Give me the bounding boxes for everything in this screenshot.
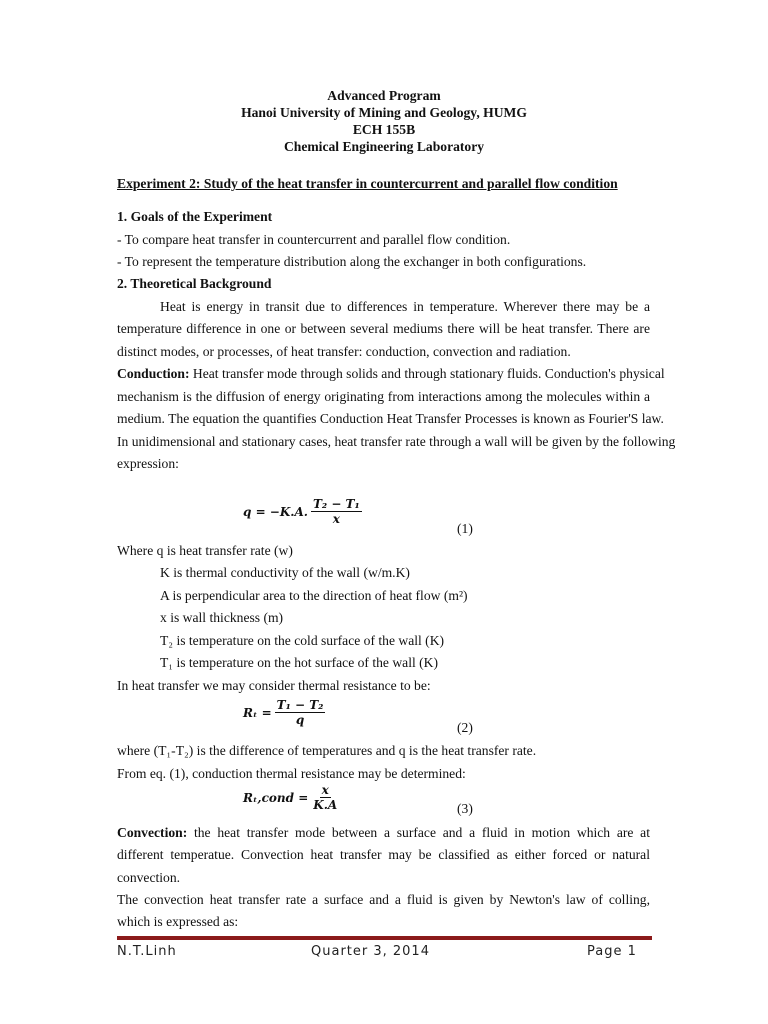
conduction-label: Conduction: xyxy=(117,366,190,381)
conduction-text: Heat transfer mode through solids and through stationary fluids. Conduction's physical xyxy=(189,366,665,381)
goal-item: - To represent the temperature distribution along the exchanger in both configurations. xyxy=(117,254,587,269)
program-name: Advanced Program xyxy=(327,88,441,103)
equation-2-number: (2) xyxy=(457,720,473,735)
equation-2-lhs: Rₜ = xyxy=(243,705,272,720)
conduction-paragraph-line: expression: xyxy=(117,456,179,471)
newton-paragraph-line: The convection heat transfer rate a surface and a fluid is given by Newton's law of colling, xyxy=(117,892,650,907)
convection-label: Convection: xyxy=(117,825,188,840)
variable-definition: T₁ is temperature on the hot surface of the wall (K) xyxy=(160,655,439,670)
intro-paragraph-line: distinct modes, or processes, of heat transfer: conduction, convection and radiation. xyxy=(117,344,571,359)
equation-2-numerator: T₁ − T₂ xyxy=(276,698,324,712)
university-name: Hanoi University of Mining and Geology, HUMG xyxy=(241,105,527,120)
footer-author: N.T.Linh xyxy=(117,944,177,959)
document-header xyxy=(0,87,768,155)
convection-paragraph-line: convection. xyxy=(117,870,181,885)
footer-page-number: Page 1 xyxy=(587,944,637,959)
newton-paragraph-line: which is expressed as: xyxy=(117,914,239,929)
footer-rule xyxy=(117,936,652,940)
conduction-paragraph-line: medium. The equation the quantifies Conduction Heat Transfer Processes is known as Fourier'S law. xyxy=(117,411,664,426)
conduction-paragraph-line xyxy=(117,366,665,382)
equation-1-number: (1) xyxy=(457,521,473,536)
equation-3-denominator: K.A xyxy=(313,798,338,812)
course-code: ECH 155B xyxy=(352,122,416,137)
footer-quarter: Quarter 3, 2014 xyxy=(311,944,430,959)
equation-3-numerator: x xyxy=(321,783,329,797)
conduction-paragraph-line: mechanism is the diffusion of energy originating from interactions among the molecules within a xyxy=(117,389,650,404)
equation-3-number: (3) xyxy=(457,801,473,816)
convection-text: the heat transfer mode between a surface and a fluid in motion which are at xyxy=(187,825,650,840)
equation-1-denominator: x xyxy=(332,512,340,526)
convection-paragraph-line: different temperatue. Convection heat transfer may be classified as either forced or natural xyxy=(117,847,650,862)
equation-3-intro: From eq. (1), conduction thermal resistance may be determined: xyxy=(117,766,466,781)
equation-1 xyxy=(243,497,362,526)
conduction-paragraph-line: In unidimensional and stationary cases, heat transfer rate through a wall will be given by the following xyxy=(117,434,676,449)
convection-paragraph-line xyxy=(117,825,650,841)
goal-item: - To compare heat transfer in countercurrent and parallel flow condition. xyxy=(117,232,511,247)
variable-definition: K is thermal conductivity of the wall (w/m.K) xyxy=(160,565,410,580)
variable-definition: A is perpendicular area to the direction of heat flow (m²) xyxy=(160,588,468,603)
intro-paragraph-line: temperature difference in one or between several mediums there will be heat transfer. There are xyxy=(117,321,650,336)
section-2-heading: 2. Theoretical Background xyxy=(117,276,272,291)
equation-1-numerator: T₂ − T₁ xyxy=(312,497,360,511)
course-title: Chemical Engineering Laboratory xyxy=(283,139,485,154)
experiment-title: Experiment 2: Study of the heat transfer in countercurrent and parallel flow condition xyxy=(117,176,618,191)
intro-paragraph-line: Heat is energy in transit due to differences in temperature. Wherever there may be a xyxy=(160,299,650,314)
where-intro: Where q is heat transfer rate (w) xyxy=(117,543,293,558)
equation-3 xyxy=(243,783,339,812)
equation-2-note: where (T₁-T₂) is the difference of temperatures and q is the heat transfer rate. xyxy=(117,743,537,758)
resistance-intro: In heat transfer we may consider thermal resistance to be: xyxy=(117,678,431,693)
equation-2 xyxy=(243,698,325,727)
section-1-heading: 1. Goals of the Experiment xyxy=(117,209,273,224)
equation-1-lhs: q = −K.A. xyxy=(243,504,308,519)
equation-3-lhs: Rₜ,cond = xyxy=(243,790,309,805)
variable-definition: T₂ is temperature on the cold surface of the wall (K) xyxy=(160,633,445,648)
equation-2-denominator: q xyxy=(295,713,305,727)
variable-definition: x is wall thickness (m) xyxy=(160,610,284,625)
